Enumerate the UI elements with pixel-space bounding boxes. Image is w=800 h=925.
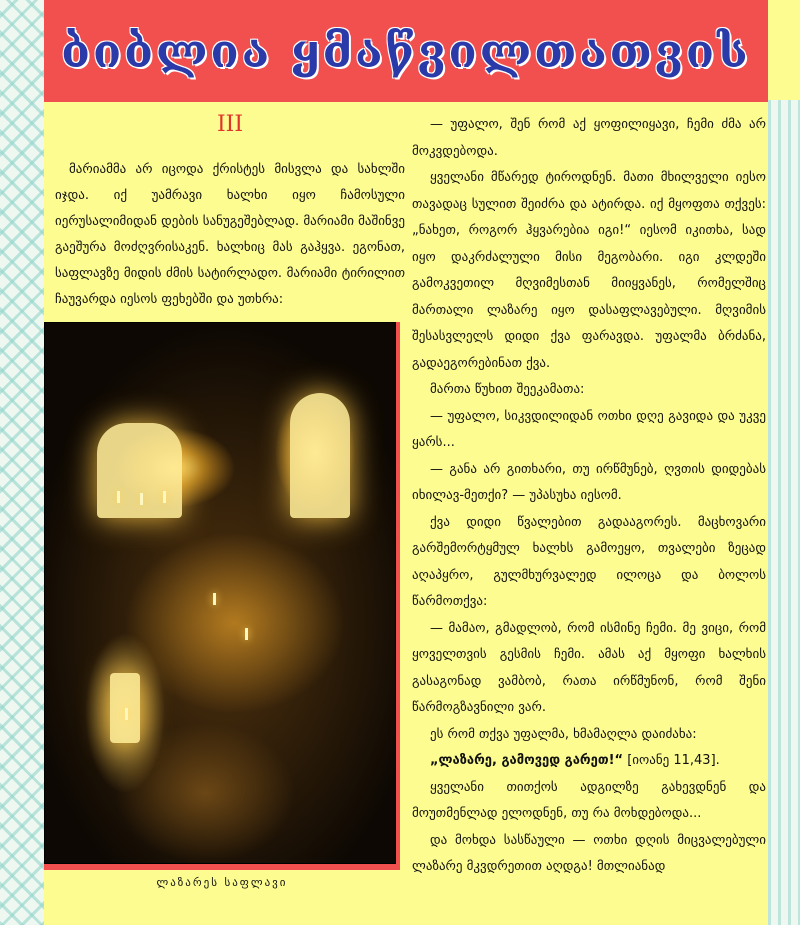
- photo-frame: [44, 322, 400, 870]
- right-strip-cover: [768, 0, 800, 100]
- lazarus-quote: „ლაზარე, გამოვედ გარეთ!“: [430, 753, 624, 768]
- chapter-numeral: III: [216, 112, 244, 137]
- quote-line: [412, 748, 766, 775]
- candle: [140, 493, 143, 505]
- right-ornament-border: [768, 0, 800, 925]
- paragraph: ქვა დიდი წვალებით გადააგორეს. მაცხოვარი გარშემორტყმულ ხალხს გამოეყო, თვალები ზეცად აღაპყრო, გულმხურვალედ ილოცა და ბოლოს წარმოთქვა:: [412, 514, 766, 609]
- page-title: ბიბლია ყმაწვილთათვის: [61, 24, 751, 78]
- paragraph: — განა არ გითხარი, თუ ირწმუნებ, ღვთის დიდებას იხილავ-მეთქი? — უპასუხა იესომ.: [412, 461, 766, 503]
- candle: [245, 628, 248, 640]
- paragraph: ყველანი თითქოს ადგილზე გახევდნენ და მოუთმენლად ელოდნენ, თუ რა მოხდებოდა...: [412, 779, 766, 821]
- paragraph: — მამაო, გმადლობ, რომ ისმინე ჩემი. მე ვიცი, რომ ყოველთვის გესმის ჩემი. ამას აქ მყოფი ხალხის გასაგონად ვამბობ, რათა ირწმუნონ, რომ შენი წარმოგზავნილი ვარ.: [412, 620, 766, 715]
- paragraph: — უფალო, შენ რომ აქ ყოფილიყავი, ჩემი ძმა არ მოკვდებოდა.: [412, 117, 766, 159]
- photo-caption: ლაზარეს საფლავი: [156, 876, 288, 889]
- right-column: [412, 112, 766, 881]
- page-header-banner: [44, 0, 768, 102]
- left-ornament-border: [0, 0, 44, 925]
- paragraph: მართა წუხით შეეკამათა:: [430, 382, 585, 397]
- left-paragraph: [55, 157, 405, 313]
- left-column: [55, 112, 405, 313]
- tomb-of-lazarus-photo: [44, 322, 396, 864]
- left-paragraph-text: მარიამმა არ იცოდა ქრისტეს მისვლა და სახლში იჯდა. იქ უამრავი ხალხი იყო ჩამოსული იერუსალიმიდან დების სანუგეშებლად. მარიამი მაშინვე გაეშურა მოძღვრისაკენ. ხალხიც მას გაჰყვა. ეგონათ, საფლავზე მიდის ძმის სატირლადო. მარიამი ტირილით ჩაუვარდა იესოს ფეხებში და უთხრა:: [55, 162, 405, 307]
- paragraph: ეს რომ თქვა უფალმა, ხმამაღლა დაიძახა:: [430, 726, 697, 742]
- quote-reference: [იოანე 11,43].: [627, 753, 720, 768]
- lit-niche-right: [290, 393, 350, 518]
- candle: [117, 491, 120, 503]
- paragraph: და მოხდა სასწაული — ოთხი დღის მიცვალებული ლაზარე მკვდრეთით აღდგა! მთლიანად: [412, 832, 766, 874]
- paragraph: — უფალო, სიკვდილიდან ოთხი დღე გავიდა და უკვე ყარს...: [412, 408, 766, 450]
- paragraph: ყველანი მწარედ ტიროდნენ. მათი მხილველი იესო თავადაც სულით შეიძრა და ატირდა. იქ მყოფთა თქვეს: „ნახეთ, როგორ ჰყვარებია იგი!“ იესომ იკითხა, სად იყო დაკრძალული მისი მეგობარი. იგი კლდეში გამოკვეთილ მღვიმესთან მიიყვანეს, რომელშიც მართალი ლაზარე იყო დასაფლავებული. მღვიმის შესასვლელს დიდი ქვა ფარავდა. უფალმა ბრძანა, გადაეგორებინათ ქვა.: [412, 170, 766, 371]
- candle: [163, 491, 166, 503]
- candle: [125, 708, 128, 720]
- candle: [213, 593, 216, 605]
